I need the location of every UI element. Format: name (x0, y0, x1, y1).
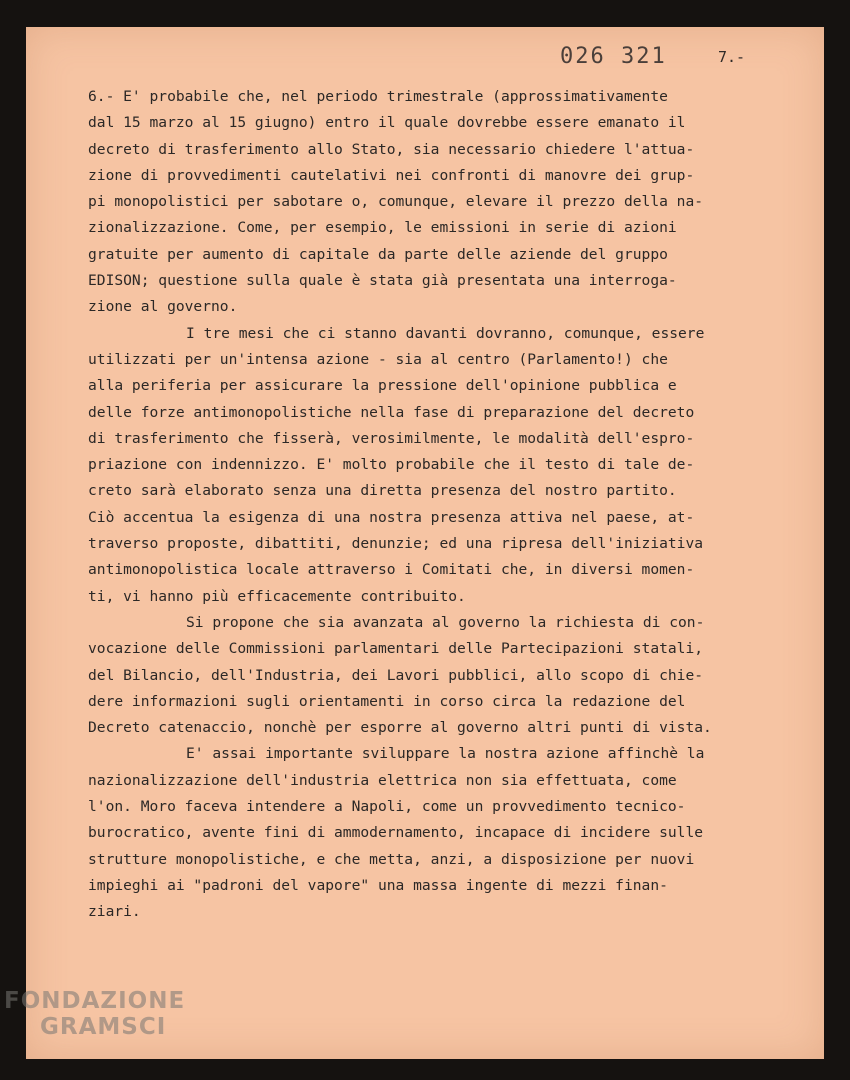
text-line: ti, vi hanno più efficacemente contribuito. (88, 587, 466, 605)
text-line: nazionalizzazione dell'industria elettrica non sia effettuata, come (88, 771, 677, 789)
text-line: delle forze antimonopolistiche nella fase di preparazione del decreto (88, 403, 695, 421)
text-line: priazione con indennizzo. E' molto probabile che il testo di tale de- (88, 456, 695, 474)
text-line: ziari. (88, 903, 141, 921)
watermark-logo (4, 988, 185, 1040)
text-line: Ciò accentua la esigenza di una nostra presenza attiva nel paese, at- (88, 508, 695, 526)
document-body (88, 84, 788, 926)
text-line: gratuite per aumento di capitale da parte delle aziende del gruppo (88, 245, 668, 263)
text-line: EDISON; questione sulla quale è stata già presentata una interroga- (88, 272, 677, 290)
text-line: decreto di trasferimento allo Stato, sia necessario chiedere l'attua- (88, 140, 695, 158)
text-line: del Bilancio, dell'Industria, dei Lavori pubblici, allo scopo di chie- (88, 666, 704, 684)
archive-number: 026 321 (560, 44, 667, 69)
text-line: vocazione delle Commissioni parlamentari delle Partecipazioni statali, (88, 640, 704, 658)
text-line: l'on. Moro faceva intendere a Napoli, come un provvedimento tecnico- (88, 798, 686, 816)
text-line: dere informazioni sugli orientamenti in corso circa la redazione del (88, 692, 686, 710)
text-line: traverso proposte, dibattiti, denunzie; ed una ripresa dell'iniziativa (88, 535, 704, 553)
page-number: 7.- (718, 48, 746, 66)
text-line: utilizzati per un'intensa azione - sia al centro (Parlamento!) che (88, 350, 668, 368)
text-line: zione di provvedimenti cautelativi nei confronti di manovre dei grup- (88, 166, 695, 184)
text-line: antimonopolistica locale attraverso i Comitati che, in diversi momen- (88, 561, 695, 579)
watermark-line-2: GRAMSCI (40, 1014, 167, 1040)
text-line: impieghi ai "padroni del vapore" una massa ingente di mezzi finan- (88, 876, 668, 894)
text-line: 6.- E' probabile che, nel periodo trimestrale (approssimativamente (88, 88, 668, 105)
text-line: E' assai importante sviluppare la nostra azione affinchè la (186, 745, 705, 763)
text-line: creto sarà elaborato senza una diretta presenza del nostro partito. (88, 482, 677, 500)
text-line: burocratico, avente fini di ammodernamento, incapace di incidere sulle (88, 824, 704, 842)
text-line: Si propone che sia avanzata al governo la richiesta di con- (186, 613, 705, 631)
text-line: alla periferia per assicurare la pressione dell'opinione pubblica e (88, 377, 677, 395)
watermark-line-1: FONDAZIONE (4, 988, 186, 1014)
text-line: zionalizzazione. Come, per esempio, le emissioni in serie di azioni (88, 219, 677, 237)
text-line: Decreto catenaccio, nonchè per esporre al governo altri punti di vista. (88, 719, 712, 737)
text-line: di trasferimento che fisserà, verosimilmente, le modalità dell'espro- (88, 429, 695, 447)
text-line: strutture monopolistiche, e che metta, anzi, a disposizione per nuovi (88, 850, 695, 868)
text-line: dal 15 marzo al 15 giugno) entro il quale dovrebbe essere emanato il (88, 114, 686, 132)
text-line: I tre mesi che ci stanno davanti dovranno, comunque, essere (186, 324, 705, 342)
text-line: zione al governo. (88, 298, 238, 316)
text-line: pi monopolistici per sabotare o, comunque, elevare il prezzo della na- (88, 193, 704, 211)
